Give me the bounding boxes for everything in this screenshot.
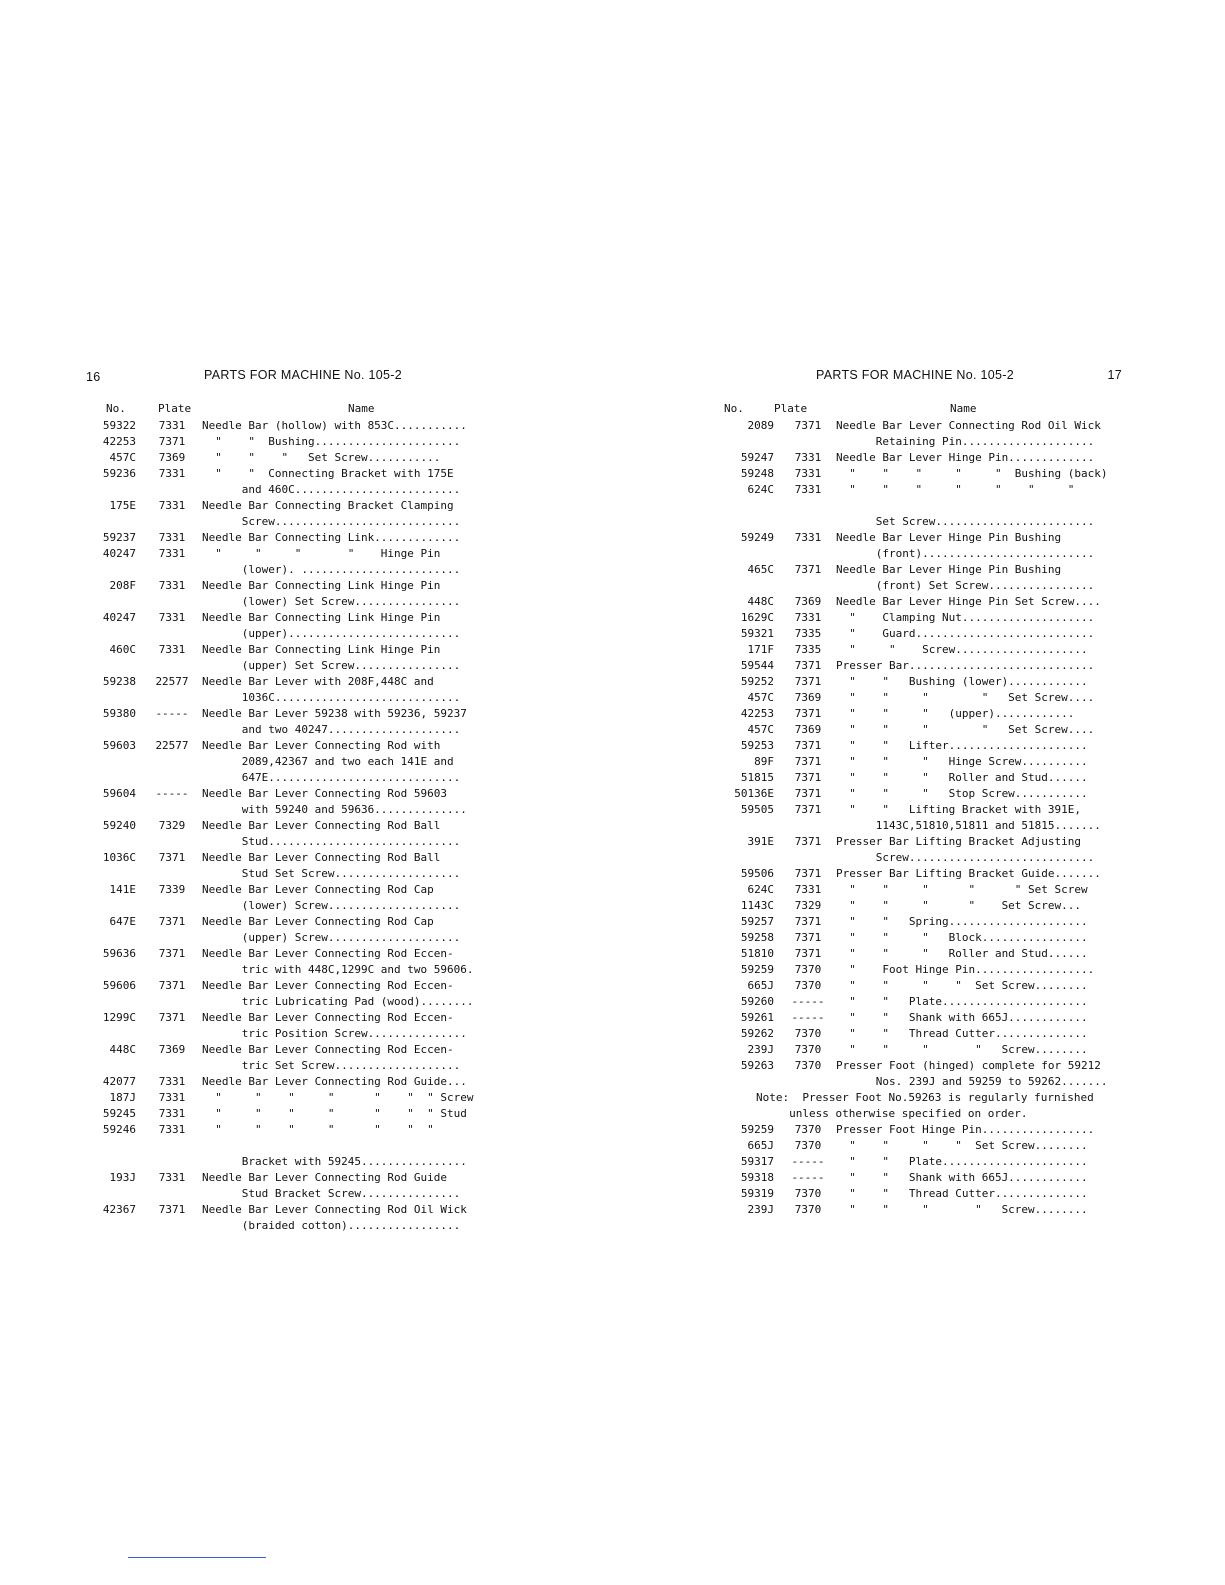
part-name: Needle Bar Lever Connecting Rod Ball Stud Set Screw................... <box>202 851 461 880</box>
page-number: 17 <box>1107 368 1122 382</box>
part-name: " " Shank with 665J............ <box>836 1011 1088 1024</box>
plate-number: 7370 <box>794 1059 822 1072</box>
plate-number: 22577 <box>155 739 189 752</box>
part-number: 59258 <box>740 931 774 944</box>
table-row <box>710 466 1122 482</box>
part-number: 59604 <box>102 787 136 800</box>
footer-link-underline[interactable] <box>128 1557 266 1558</box>
plate-number: ----- <box>155 787 189 800</box>
part-number: 59322 <box>102 419 136 432</box>
table-row <box>710 1170 1122 1186</box>
plate-number: 7370 <box>794 1187 822 1200</box>
plate-number: 7335 <box>794 627 822 640</box>
part-name: " " Connecting Bracket with 175E and 460C......................... <box>215 467 461 496</box>
table-row <box>710 882 1122 898</box>
part-number: 59245 <box>102 1107 136 1120</box>
part-number: 59260 <box>740 995 774 1008</box>
table-row <box>710 866 1122 882</box>
part-number: 59246 <box>102 1123 136 1136</box>
table-row <box>710 1154 1122 1170</box>
column-header-plate: Plate <box>158 402 192 415</box>
part-name: " " " Roller and Stud...... <box>836 947 1088 960</box>
part-name: Presser Bar Lifting Bracket Adjusting Screw............................ <box>836 835 1095 864</box>
part-name: Needle Bar Lever Connecting Rod Cap (upper) Screw.................... <box>202 915 461 944</box>
plate-number: 7331 <box>158 419 186 432</box>
part-name: Needle Bar Connecting Link Hinge Pin (lower) Set Screw................ <box>202 579 461 608</box>
part-name: " " " " Hinge Pin (lower). ........................ <box>215 547 461 576</box>
part-number: 59505 <box>740 803 774 816</box>
part-name: " " " " " " " Set Screw........................ <box>849 483 1095 528</box>
part-name: " " " " Screw........ <box>836 1203 1088 1216</box>
part-name: Needle Bar Lever Connecting Rod Oil Wick Retaining Pin.................... <box>836 419 1101 448</box>
part-number: 51810 <box>740 947 774 960</box>
part-number: 175E <box>109 499 136 512</box>
table-row <box>86 610 526 642</box>
part-number: 1299C <box>102 1011 136 1024</box>
parts-note: Note: Presser Foot No.59263 is regularly furnished unless otherwise specified on order. <box>756 1091 1094 1120</box>
plate-number: 7331 <box>158 611 186 624</box>
table-row <box>86 818 526 850</box>
part-name: " " Thread Cutter.............. <box>836 1187 1088 1200</box>
table-row <box>86 1170 526 1202</box>
part-number: 193J <box>109 1171 136 1184</box>
part-name: Presser Foot Hinge Pin................. <box>836 1123 1095 1136</box>
plate-number: 7331 <box>158 1123 186 1136</box>
table-row <box>710 418 1122 450</box>
part-number: 59237 <box>102 531 136 544</box>
part-number: 208F <box>109 579 136 592</box>
table-row <box>710 930 1122 946</box>
table-row <box>86 1202 526 1234</box>
part-number: 448C <box>109 1043 136 1056</box>
part-name: " " " " " " " Bracket with 59245................ <box>215 1123 467 1168</box>
table-row <box>86 1122 526 1170</box>
plate-number: 7331 <box>794 883 822 896</box>
plate-number: 7331 <box>794 483 822 496</box>
part-number: 42367 <box>102 1203 136 1216</box>
plate-number: 7339 <box>158 883 186 896</box>
part-number: 40247 <box>102 611 136 624</box>
part-name: " " Thread Cutter.............. <box>836 1027 1088 1040</box>
table-row <box>86 578 526 610</box>
table-row <box>710 626 1122 642</box>
part-number: 59263 <box>740 1059 774 1072</box>
table-row <box>710 786 1122 802</box>
table-row <box>710 674 1122 690</box>
part-name: Needle Bar (hollow) with 853C........... <box>202 419 467 432</box>
table-row <box>710 1122 1122 1138</box>
plate-number: 7371 <box>794 771 822 784</box>
part-number: 59240 <box>102 819 136 832</box>
plate-number: 7331 <box>794 467 822 480</box>
table-row <box>86 546 526 578</box>
table-row <box>86 1106 526 1122</box>
plate-number: 7371 <box>794 755 822 768</box>
plate-number: 7371 <box>794 931 822 944</box>
table-row <box>710 722 1122 738</box>
part-name: " " " " Set Screw........ <box>836 1139 1088 1152</box>
plate-number: 7370 <box>794 1139 822 1152</box>
part-number: 624C <box>747 483 774 496</box>
table-row <box>86 674 526 706</box>
part-number: 89F <box>754 755 774 768</box>
plate-number: 7371 <box>794 867 822 880</box>
table-row <box>86 706 526 738</box>
plate-number: 7370 <box>794 1043 822 1056</box>
part-number: 59257 <box>740 915 774 928</box>
plate-number: 7331 <box>158 1075 186 1088</box>
part-name: " " " " " " " Screw <box>202 1091 474 1104</box>
page-header <box>710 368 1122 390</box>
table-row <box>86 914 526 946</box>
table-row <box>86 946 526 978</box>
column-header-name: Name <box>348 402 375 415</box>
plate-number: ----- <box>791 995 825 1008</box>
part-number: 187J <box>109 1091 136 1104</box>
plate-number: 7331 <box>158 499 186 512</box>
plate-number: 7369 <box>794 595 822 608</box>
left-page <box>86 368 526 1234</box>
part-number: 624C <box>747 883 774 896</box>
part-name: " " Spring..................... <box>836 915 1088 928</box>
part-number: 59236 <box>102 467 136 480</box>
part-number: 2089 <box>747 419 774 432</box>
table-row <box>86 450 526 466</box>
part-name: " " " " Screw........ <box>836 1043 1088 1056</box>
part-number: 59506 <box>740 867 774 880</box>
part-name: " " " Block................ <box>836 931 1088 944</box>
part-number: 1143C <box>740 899 774 912</box>
part-name: Needle Bar Lever Connecting Rod Oil Wick (braided cotton)................. <box>202 1203 467 1232</box>
table-row <box>710 1202 1122 1218</box>
table-row <box>86 978 526 1010</box>
part-name: Needle Bar Lever Connecting Rod Eccen- tric Position Screw............... <box>202 1011 467 1040</box>
table-row <box>710 658 1122 674</box>
part-name: " " " " Set Screw... <box>836 899 1082 912</box>
plate-number: 7371 <box>794 787 822 800</box>
plate-number: ----- <box>155 707 189 720</box>
table-row <box>710 1186 1122 1202</box>
part-name: " Guard........................... <box>836 627 1095 640</box>
part-number: 391E <box>747 835 774 848</box>
part-number: 457C <box>747 723 774 736</box>
plate-number: 7371 <box>158 915 186 928</box>
plate-number: 7331 <box>794 531 822 544</box>
part-name: Needle Bar Lever Connecting Rod Cap (lower) Screw.................... <box>202 883 461 912</box>
plate-number: 7371 <box>794 835 822 848</box>
part-name: Needle Bar Lever Connecting Rod Ball Stud............................. <box>202 819 461 848</box>
parts-list-continued <box>710 1122 1122 1218</box>
parts-list <box>710 418 1122 1090</box>
part-name: Needle Bar Connecting Link............. <box>202 531 461 544</box>
part-name: Needle Bar Lever Connecting Rod Guide Stud Bracket Screw............... <box>202 1171 461 1200</box>
part-number: 59238 <box>102 675 136 688</box>
part-number: 59259 <box>740 1123 774 1136</box>
part-number: 59603 <box>102 739 136 752</box>
part-name: Needle Bar Lever Hinge Pin Bushing (front).......................... <box>836 531 1095 560</box>
table-row <box>710 690 1122 706</box>
plate-number: 22577 <box>155 675 189 688</box>
part-name: Needle Bar Lever Connecting Rod Guide... <box>202 1075 467 1088</box>
plate-number: 7369 <box>794 691 822 704</box>
plate-number: 7331 <box>158 579 186 592</box>
plate-number: 7369 <box>158 1043 186 1056</box>
table-row <box>710 450 1122 466</box>
plate-number: 7371 <box>794 707 822 720</box>
part-number: 59319 <box>740 1187 774 1200</box>
plate-number: 7371 <box>158 435 186 448</box>
table-row <box>710 1042 1122 1058</box>
part-number: 1629C <box>740 611 774 624</box>
part-number: 51815 <box>740 771 774 784</box>
table-row <box>86 850 526 882</box>
table-row <box>710 1138 1122 1154</box>
column-headers <box>710 402 1122 418</box>
part-number: 457C <box>747 691 774 704</box>
part-number: 40247 <box>102 547 136 560</box>
plate-number: 7371 <box>794 739 822 752</box>
part-number: 59380 <box>102 707 136 720</box>
plate-number: 7371 <box>158 979 186 992</box>
column-header-no: No. <box>106 402 126 415</box>
plate-number: 7329 <box>794 899 822 912</box>
plate-number: 7331 <box>158 547 186 560</box>
column-headers <box>86 402 526 418</box>
page-title: PARTS FOR MACHINE No. 105-2 <box>816 368 1014 382</box>
plate-number: ----- <box>791 1011 825 1024</box>
table-row <box>710 978 1122 994</box>
part-name: Needle Bar Lever Connecting Rod 59603 with 59240 and 59636.............. <box>202 787 467 816</box>
table-row <box>710 610 1122 626</box>
part-number: 59247 <box>740 451 774 464</box>
part-number: 59606 <box>102 979 136 992</box>
plate-number: 7331 <box>158 1107 186 1120</box>
plate-number: 7370 <box>794 979 822 992</box>
table-row <box>86 1042 526 1074</box>
table-row <box>86 738 526 786</box>
plate-number: 7371 <box>158 1203 186 1216</box>
plate-number: 7331 <box>158 467 186 480</box>
plate-number: 7370 <box>794 963 822 976</box>
table-row <box>710 770 1122 786</box>
right-page <box>710 368 1122 1218</box>
part-number: 141E <box>109 883 136 896</box>
part-number: 448C <box>747 595 774 608</box>
table-row <box>710 738 1122 754</box>
plate-number: 7331 <box>158 1171 186 1184</box>
part-name: " " " " Set Screw.... <box>836 691 1095 704</box>
plate-number: 7329 <box>158 819 186 832</box>
part-name: " Clamping Nut.................... <box>836 611 1095 624</box>
table-row <box>86 434 526 450</box>
part-number: 42077 <box>102 1075 136 1088</box>
part-name: " Foot Hinge Pin.................. <box>836 963 1095 976</box>
table-row <box>710 946 1122 962</box>
table-row <box>86 530 526 546</box>
part-number: 50136E <box>734 787 774 800</box>
part-name: " " Screw.................... <box>836 643 1088 656</box>
plate-number: 7370 <box>794 1027 822 1040</box>
plate-number: 7331 <box>158 531 186 544</box>
table-row <box>86 466 526 498</box>
part-name: Needle Bar Connecting Link Hinge Pin (upper) Set Screw................ <box>202 643 461 672</box>
part-name: Presser Foot (hinged) complete for 59212 Nos. 239J and 59259 to 59262....... <box>836 1059 1108 1088</box>
plate-number: 7331 <box>794 611 822 624</box>
plate-number: 7331 <box>158 643 186 656</box>
table-row <box>86 642 526 674</box>
column-header-name: Name <box>950 402 977 415</box>
table-row <box>710 1010 1122 1026</box>
plate-number: 7371 <box>158 1011 186 1024</box>
table-row <box>710 962 1122 978</box>
part-number: 59317 <box>740 1155 774 1168</box>
plate-number: 7371 <box>794 419 822 432</box>
part-number: 59248 <box>740 467 774 480</box>
plate-number: 7335 <box>794 643 822 656</box>
part-name: " " Bushing (lower)............ <box>836 675 1088 688</box>
plate-number: 7371 <box>794 803 822 816</box>
part-name: Presser Bar............................ <box>836 659 1095 672</box>
part-name: " " " " " Set Screw <box>836 883 1088 896</box>
part-name: " " Plate...................... <box>836 1155 1088 1168</box>
plate-number: 7371 <box>158 947 186 960</box>
part-number: 59249 <box>740 531 774 544</box>
column-header-no: No. <box>724 402 744 415</box>
table-row <box>710 642 1122 658</box>
part-number: 647E <box>109 915 136 928</box>
part-name: " " Bushing...................... <box>202 435 461 448</box>
part-name: Presser Bar Lifting Bracket Guide....... <box>836 867 1101 880</box>
table-row <box>710 994 1122 1010</box>
part-number: 665J <box>747 979 774 992</box>
table-row <box>86 882 526 914</box>
part-name: " " " " " Bushing (back) <box>836 467 1108 480</box>
plate-number: 7371 <box>794 659 822 672</box>
plate-number: 7371 <box>794 675 822 688</box>
table-row <box>710 898 1122 914</box>
table-row <box>710 530 1122 562</box>
part-number: 239J <box>747 1203 774 1216</box>
table-row <box>86 498 526 530</box>
plate-number: 7369 <box>794 723 822 736</box>
part-name: Needle Bar Connecting Link Hinge Pin (upper).......................... <box>202 611 461 640</box>
table-row <box>710 754 1122 770</box>
part-number: 59321 <box>740 627 774 640</box>
part-name: " " " " Set Screw.... <box>836 723 1095 736</box>
table-row <box>86 1074 526 1090</box>
part-number: 457C <box>109 451 136 464</box>
part-name: " " " " " " " Stud <box>202 1107 467 1120</box>
plate-number: 7370 <box>794 1203 822 1216</box>
part-number: 239J <box>747 1043 774 1056</box>
table-row <box>86 1090 526 1106</box>
table-row <box>710 482 1122 530</box>
part-name: Needle Bar Lever Connecting Rod Eccen- tric Set Screw................... <box>202 1043 461 1072</box>
part-number: 59259 <box>740 963 774 976</box>
part-name: Needle Bar Lever 59238 with 59236, 59237 and two 40247.................... <box>202 707 467 736</box>
table-row <box>710 1026 1122 1042</box>
table-row <box>86 786 526 818</box>
table-row <box>710 802 1122 834</box>
page-title: PARTS FOR MACHINE No. 105-2 <box>204 368 402 382</box>
part-name: Needle Bar Connecting Bracket Clamping Screw............................ <box>202 499 461 528</box>
column-header-plate: Plate <box>774 402 808 415</box>
part-name: Needle Bar Lever Connecting Rod Eccen- tric with 448C,1299C and two 59606. <box>202 947 474 976</box>
table-row <box>86 1010 526 1042</box>
table-row <box>710 914 1122 930</box>
part-number: 59253 <box>740 739 774 752</box>
plate-number: 7371 <box>794 915 822 928</box>
part-name: Needle Bar Lever Hinge Pin............. <box>836 451 1095 464</box>
part-number: 59262 <box>740 1027 774 1040</box>
part-name: " " " Set Screw........... <box>202 451 441 464</box>
plate-number: 7371 <box>794 947 822 960</box>
table-row <box>710 834 1122 866</box>
part-name: Needle Bar Lever Connecting Rod with 2089,42367 and two each 141E and 647E............................. <box>202 739 461 784</box>
part-number: 665J <box>747 1139 774 1152</box>
part-number: 42253 <box>740 707 774 720</box>
part-number: 59252 <box>740 675 774 688</box>
plate-number: 7371 <box>158 851 186 864</box>
plate-number: 7371 <box>794 563 822 576</box>
part-name: Needle Bar Lever with 208F,448C and 1036C............................ <box>202 675 461 704</box>
part-number: 59318 <box>740 1171 774 1184</box>
plate-number: 7331 <box>794 451 822 464</box>
plate-number: 7331 <box>158 1091 186 1104</box>
part-name: Needle Bar Lever Hinge Pin Set Screw.... <box>836 595 1101 608</box>
plate-number: 7369 <box>158 451 186 464</box>
part-number: 59261 <box>740 1011 774 1024</box>
part-name: Needle Bar Lever Hinge Pin Bushing (front) Set Screw................ <box>836 563 1095 592</box>
part-name: Needle Bar Lever Connecting Rod Eccen- tric Lubricating Pad (wood)........ <box>202 979 474 1008</box>
part-name: " " " Hinge Screw.......... <box>836 755 1088 768</box>
part-name: " " " (upper)............ <box>836 707 1075 720</box>
part-number: 59636 <box>102 947 136 960</box>
part-name: " " " Stop Screw........... <box>836 787 1088 800</box>
page-header <box>86 368 526 390</box>
part-name: " " " " Set Screw........ <box>836 979 1088 992</box>
table-row <box>710 594 1122 610</box>
part-name: " " " Roller and Stud...... <box>836 771 1088 784</box>
part-name: " " Lifting Bracket with 391E, 1143C,51810,51811 and 51815....... <box>849 803 1101 832</box>
part-number: 465C <box>747 563 774 576</box>
part-name: " " Plate...................... <box>836 995 1088 1008</box>
table-row <box>710 1058 1122 1090</box>
part-name: " " Lifter..................... <box>836 739 1088 752</box>
plate-number: 7370 <box>794 1123 822 1136</box>
table-row <box>710 562 1122 594</box>
part-number: 42253 <box>102 435 136 448</box>
part-number: 59544 <box>740 659 774 672</box>
part-name: " " Shank with 665J............ <box>836 1171 1088 1184</box>
plate-number: ----- <box>791 1155 825 1168</box>
parts-list <box>86 418 526 1234</box>
part-number: 460C <box>109 643 136 656</box>
plate-number: ----- <box>791 1171 825 1184</box>
part-number: 1036C <box>102 851 136 864</box>
table-row <box>710 706 1122 722</box>
page-number: 16 <box>86 370 101 384</box>
table-row <box>86 418 526 434</box>
part-number: 171F <box>747 643 774 656</box>
